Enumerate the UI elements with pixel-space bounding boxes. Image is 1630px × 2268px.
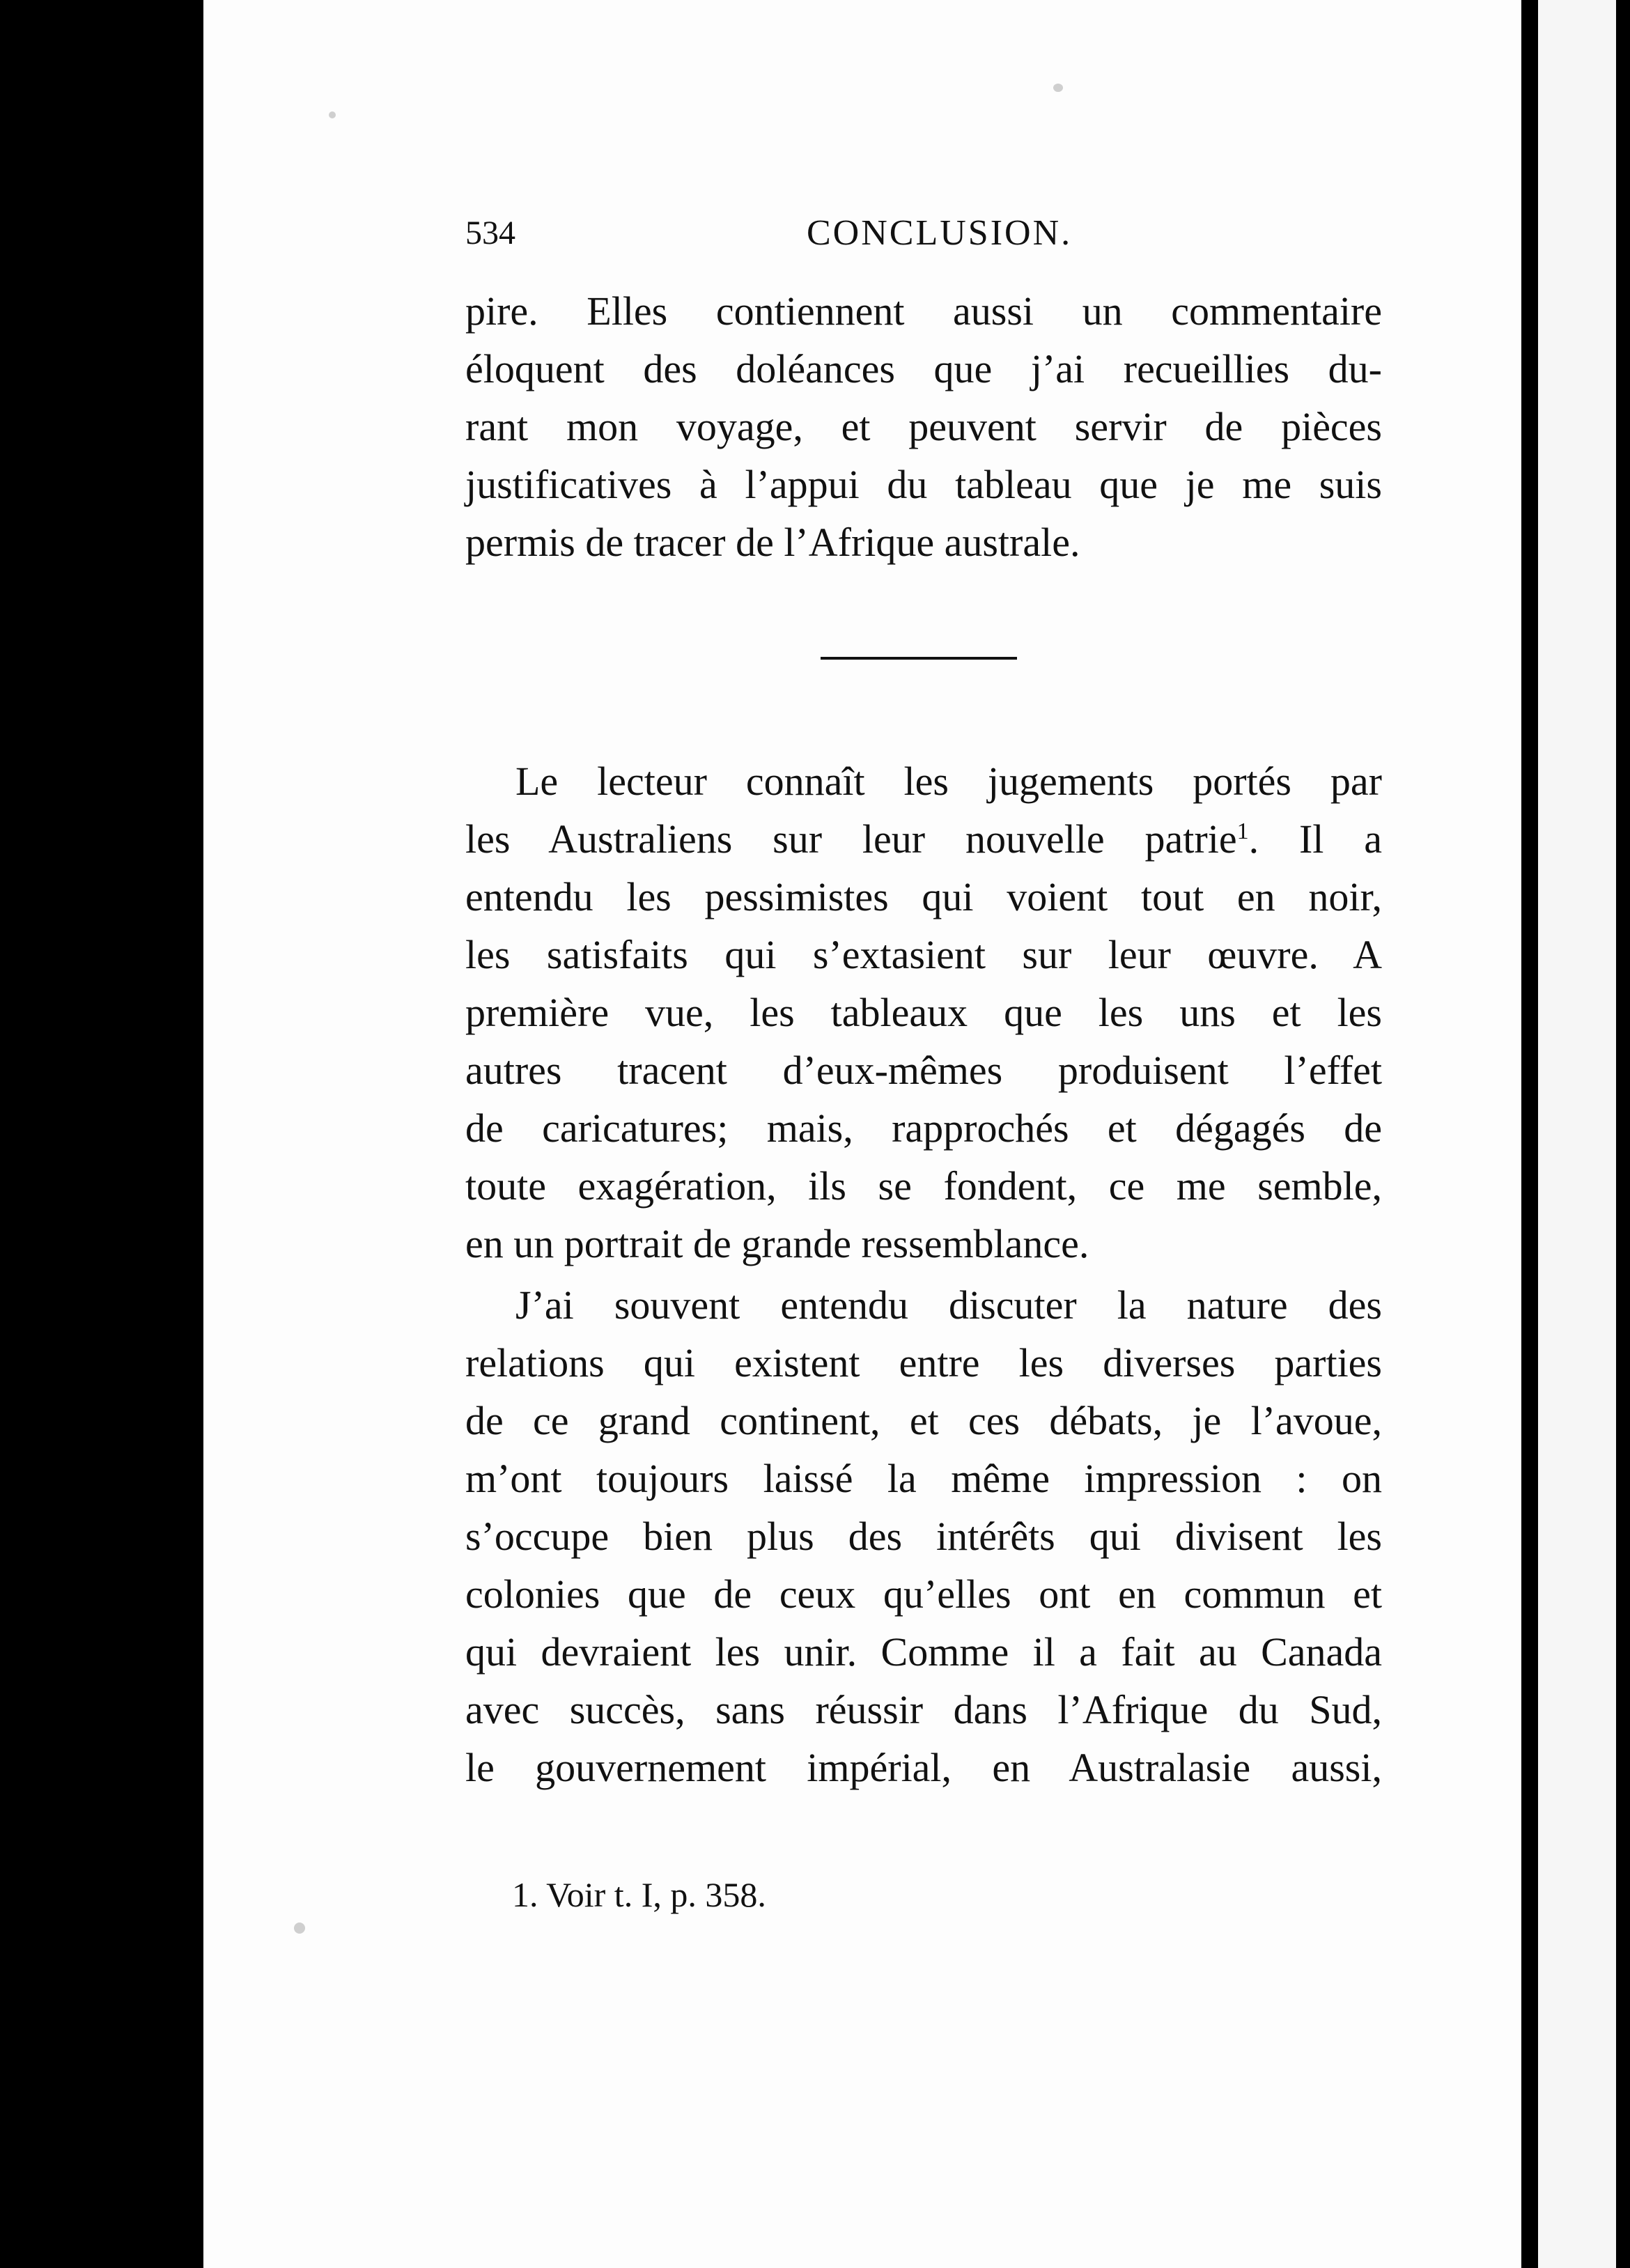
text-line: relations qui existent entre les diverses parties [465,1340,1382,1385]
scan-left-margin [0,0,203,2268]
running-head [465,209,1382,258]
text-line: de ce grand continent, et ces débats, je l’avoue, [465,1398,1382,1443]
text-line: justificatives à l’appui du tableau que je me suis [465,462,1382,507]
scan-speck [1053,84,1063,92]
text-line: pire. Elles contiennent aussi un commentaire [465,288,1382,334]
text-line: le gouvernement impérial, en Australasie aussi, [465,1745,1382,1790]
text-line-with-note [465,810,1382,868]
text-line: entendu les pessimistes qui voient tout en noir, [465,874,1382,919]
text-line: autres tracent d’eux-mêmes produisent l’effet [465,1048,1382,1093]
text-segment: les Australiens sur leur nouvelle patrie [465,816,1237,862]
scan-right-margin [1616,0,1630,2268]
page-gutter [1521,0,1538,2268]
text-line: Le lecteur connaît les jugements portés par [515,759,1382,804]
paragraph-relations [465,1276,1382,1796]
text-line: première vue, les tableaux que les uns et les [465,990,1382,1035]
text-line: en un portrait de grande ressemblance. [465,1221,1089,1266]
section-separator-rule [821,657,1017,660]
text-line: éloquent des doléances que j’ai recueillies du- [465,346,1382,391]
text-line: m’ont toujours laissé la même impression : on [465,1456,1382,1501]
text-line: s’occupe bien plus des intérêts qui divisent les [465,1514,1382,1559]
text-line: J’ai souvent entendu discuter la nature des [515,1282,1382,1328]
text-line: qui devraient les unir. Comme il a fait au Canada [465,1629,1382,1675]
paragraph-continuation [465,282,1382,571]
footnote-reference: 1 [1236,818,1249,844]
text-line: rant mon voyage, et peuvent servir de pièces [465,404,1382,449]
footnote: 1. Voir t. I, p. 358. [512,1875,766,1914]
text-line: permis de tracer de l’Afrique australe. [465,520,1080,565]
text-line: les satisfaits qui s’extasient sur leur œuvre. A [465,932,1382,977]
page-number: 534 [465,215,515,251]
text-line: avec succès, sans réussir dans l’Afrique du Sud, [465,1687,1382,1732]
running-title: CONCLUSION. [807,213,1073,253]
text-line: de caricatures; mais, rapprochés et dégagés de [465,1105,1382,1151]
scan-speck [294,1923,305,1934]
text-line: toute exagération, ils se fondent, ce me semble, [465,1163,1382,1209]
paragraph-lecteur [465,752,1382,1273]
scan-speck [329,111,336,118]
text-line: colonies que de ceux qu’elles ont en commun et [465,1571,1382,1617]
text-segment: . Il a [1248,816,1382,862]
